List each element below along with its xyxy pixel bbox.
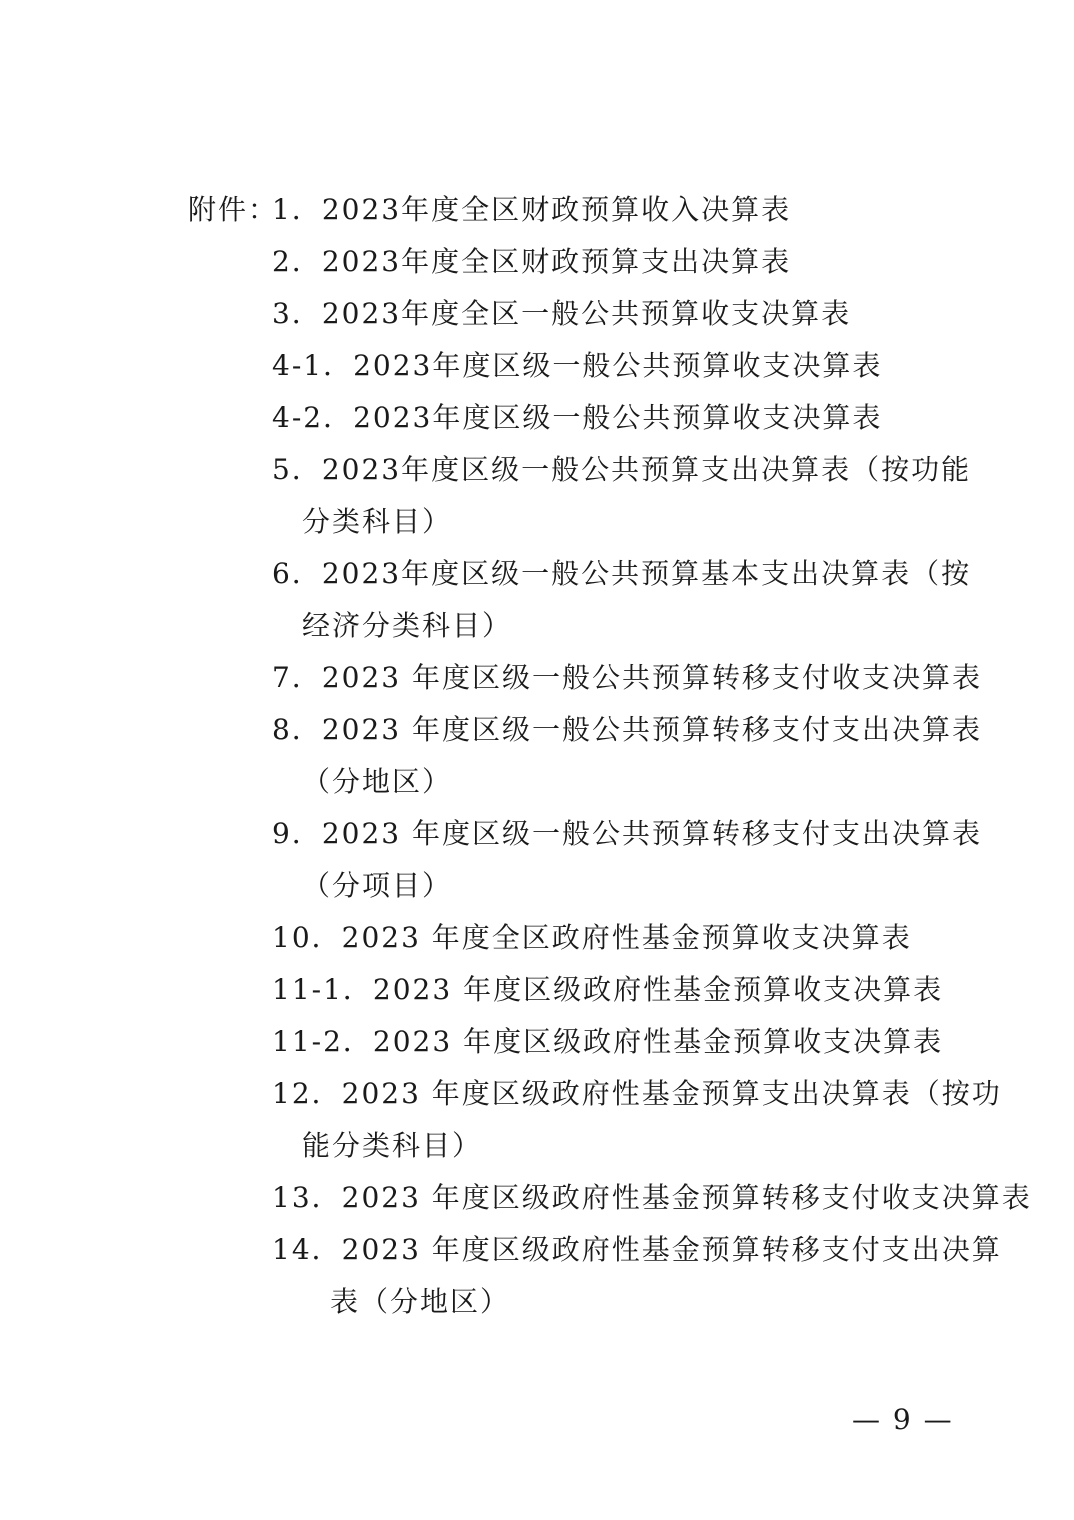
attachment-item: 6．2023年度区级一般公共预算基本支出决算表（按 <box>272 557 972 590</box>
attachment-item: 9．2023 年度区级一般公共预算转移支付支出决算表 <box>272 817 982 850</box>
attachment-item: 4-1．2023年度区级一般公共预算收支决算表 <box>272 349 883 382</box>
attachment-item-continuation: 经济分类科目） <box>302 609 513 642</box>
attachment-item: 7．2023 年度区级一般公共预算转移支付收支决算表 <box>272 661 982 694</box>
attachment-item: 13．2023 年度区级政府性基金预算转移支付收支决算表 <box>272 1181 1032 1214</box>
attachment-item: 11-1．2023 年度区级政府性基金预算收支决算表 <box>272 973 944 1006</box>
attachment-item: 11-2．2023 年度区级政府性基金预算收支决算表 <box>272 1025 944 1058</box>
attachment-item: 12．2023 年度区级政府性基金预算支出决算表（按功 <box>272 1077 1002 1110</box>
attachment-item: 8．2023 年度区级一般公共预算转移支付支出决算表 <box>272 713 982 746</box>
attachment-item: 14．2023 年度区级政府性基金预算转移支付支出决算 <box>272 1233 1002 1266</box>
attachment-item: 10．2023 年度全区政府性基金预算收支决算表 <box>272 921 912 954</box>
attachment-item-continuation: 能分类科目） <box>302 1129 483 1162</box>
attachment-item: 2．2023年度全区财政预算支出决算表 <box>272 245 792 278</box>
attachment-item-continuation: （分地区） <box>302 765 453 798</box>
attachments-label: 附件： <box>188 193 279 226</box>
page-number: — 9 — <box>852 1403 954 1436</box>
attachment-item-continuation: 分类科目） <box>302 505 453 538</box>
attachment-item: 5．2023年度区级一般公共预算支出决算表（按功能 <box>272 453 972 486</box>
attachment-item-continuation: 表（分地区） <box>330 1285 511 1318</box>
attachment-item: 4-2．2023年度区级一般公共预算收支决算表 <box>272 401 883 434</box>
attachment-item: 1．2023年度全区财政预算收入决算表 <box>272 193 792 226</box>
attachment-item: 3．2023年度全区一般公共预算收支决算表 <box>272 297 852 330</box>
attachment-item-continuation: （分项目） <box>302 869 453 902</box>
